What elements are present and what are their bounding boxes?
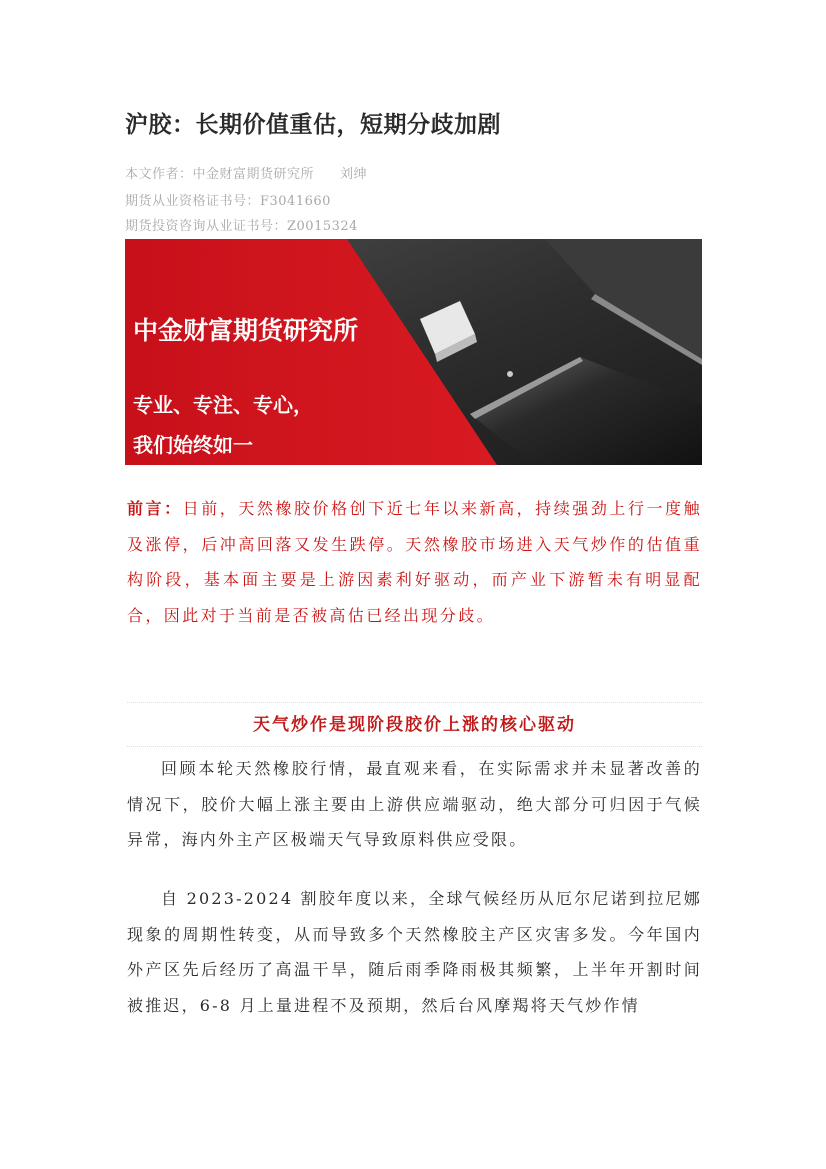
- author-label: 本文作者：中金财富期货研究所: [125, 167, 315, 182]
- section-divider-top: [127, 702, 702, 703]
- body-paragraph-2: 自 2023-2024 割胶年度以来，全球气候经历从厄尔尼诺到拉尼娜现象的周期性转变，从而导致多个天然橡胶主产区灾害多发。今年国内外产区先后经历了高温干旱，随后雨季降雨极其频繁，上半年开割时间被推迟，6-8 月上量进程不及预期，然后台风摩羯将天气炒作情: [127, 889, 702, 1015]
- body-paragraph-1: 回顾本轮天然橡胶行情，最直观来看，在实际需求并未显著改善的情况下，胶价大幅上涨主要由上游供应端驱动，绝大部分可归因于气候异常，海内外主产区极端天气导致原料供应受限。: [127, 759, 702, 849]
- banner-slogan-line1: 专业、专注、专心，: [133, 393, 313, 417]
- section-divider-bottom: [127, 746, 702, 747]
- banner-slogan-line2: 我们始终如一: [133, 433, 253, 457]
- author-line: [125, 163, 367, 182]
- section-heading: 天气炒作是现阶段胶价上涨的核心驱动: [253, 715, 576, 735]
- consult-cert-number: 期货投资咨询从业证书号：Z0015324: [125, 219, 358, 234]
- author-name: 刘绅: [340, 167, 368, 182]
- banner-title: 中金财富期货研究所: [133, 316, 359, 345]
- preface-paragraph: [127, 491, 702, 633]
- futures-cert-number: 期货从业资格证书号：F3041660: [125, 194, 331, 209]
- preface-label: 前言：: [127, 499, 183, 518]
- preface-text: 日前，天然橡胶价格创下近七年以来新高，持续强劲上行一度触及涨停，后冲高回落又发生跌停。天然橡胶市场进入天气炒作的估值重构阶段，基本面主要是上游因素利好驱动，而产业下游暂未有明显配合，因此对于当前是否被高估已经出现分歧。: [127, 499, 703, 625]
- article-title: 沪胶：长期价值重估，短期分歧加剧: [125, 112, 501, 138]
- phone-camera: [507, 371, 513, 377]
- institute-banner: [125, 239, 702, 465]
